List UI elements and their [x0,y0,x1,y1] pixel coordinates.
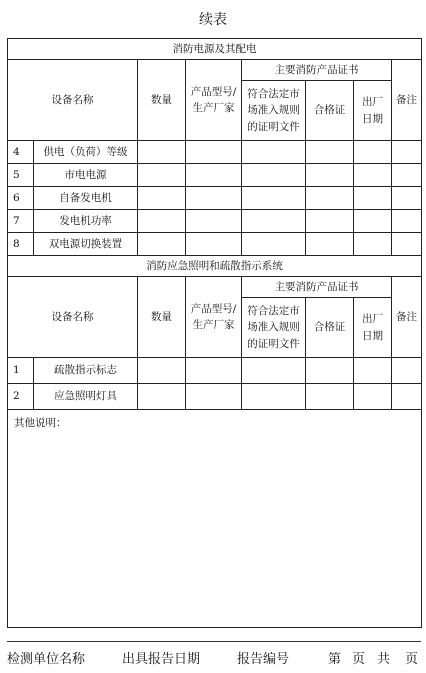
header-model-line1: 产品型号/ [190,85,237,98]
cell-factory-date[interactable] [354,187,392,210]
row-number: 7 [8,210,34,233]
header-equipment-name: 设备名称 [8,60,138,141]
table-row [8,384,422,410]
row-number: 2 [8,384,34,410]
header-remarks: 备注 [392,60,422,141]
cell-cert-legal[interactable] [242,358,306,384]
footer-report-date: 出具报告日期 [122,652,201,667]
table-row [8,187,422,210]
header-cert-legal-line2: 场准入规则 [247,104,300,117]
table-row [8,141,422,164]
cell-cert-legal[interactable] [242,187,306,210]
header-model-line2: 生产厂家 [192,102,235,114]
cell-quantity[interactable] [138,164,186,187]
cell-remarks[interactable] [392,164,422,187]
cell-factory-date[interactable] [354,384,392,410]
header-quantity: 数量 [138,277,186,358]
header-factory-line1: 出厂 [362,313,383,326]
row-equipment-name: 供电（负荷）等级 [34,141,138,164]
header-cert-legal [242,298,306,358]
header-cert-legal [242,81,306,141]
header-cert-qualified: 合格证 [306,298,354,358]
cell-factory-date[interactable] [354,210,392,233]
row-equipment-name: 发电机功率 [34,210,138,233]
header-factory-line2: 日期 [362,329,383,342]
cell-qualified[interactable] [306,141,354,164]
page-title: 续表 [199,12,227,28]
footer-divider [7,641,421,642]
cell-model[interactable] [186,210,242,233]
header-model-line2: 生产厂家 [192,319,235,331]
cell-remarks[interactable] [392,384,422,410]
table-row [8,164,422,187]
footer-unit-name: 检测单位名称 [7,652,86,667]
header-cert-legal-line3: 的证明文件 [247,337,300,350]
header-cert-legal-line1: 符合法定市 [247,305,300,318]
notes-area[interactable] [8,410,422,628]
section-title-emergency-lighting: 消防应急照明和疏散指示系统 [8,256,422,277]
cell-model[interactable] [186,233,242,256]
header-cert-factory-date [354,298,392,358]
cell-qualified[interactable] [306,233,354,256]
table-row [8,233,422,256]
cell-model[interactable] [186,384,242,410]
cell-remarks[interactable] [392,358,422,384]
row-number: 1 [8,358,34,384]
header-cert-qualified: 合格证 [306,81,354,141]
cell-cert-legal[interactable] [242,384,306,410]
cell-factory-date[interactable] [354,358,392,384]
row-number: 4 [8,141,34,164]
cell-remarks[interactable] [392,210,422,233]
cell-cert-legal[interactable] [242,141,306,164]
header-cert-legal-line3: 的证明文件 [247,120,300,133]
cell-factory-date[interactable] [354,233,392,256]
section-title-power: 消防电源及其配电 [8,39,422,60]
cell-remarks[interactable] [392,233,422,256]
header-cert-group: 主要消防产品证书 [242,277,392,298]
cell-factory-date[interactable] [354,141,392,164]
cell-quantity[interactable] [138,187,186,210]
header-cert-factory-date [354,81,392,141]
cell-factory-date[interactable] [354,164,392,187]
header-remarks: 备注 [392,277,422,358]
table-row [8,210,422,233]
cell-qualified[interactable] [306,358,354,384]
cell-quantity[interactable] [138,358,186,384]
header-cert-group: 主要消防产品证书 [242,60,392,81]
header-model-line1: 产品型号/ [190,302,237,315]
cell-quantity[interactable] [138,210,186,233]
header-factory-line2: 日期 [362,112,383,125]
row-equipment-name: 疏散指示标志 [34,358,138,384]
row-equipment-name: 市电电源 [34,164,138,187]
notes-label: 其他说明： [14,417,67,429]
row-equipment-name: 自备发电机 [34,187,138,210]
header-factory-line1: 出厂 [362,96,383,109]
cell-cert-legal[interactable] [242,233,306,256]
cell-cert-legal[interactable] [242,210,306,233]
footer-page-mid: 页 [352,652,366,667]
cell-model[interactable] [186,187,242,210]
cell-model[interactable] [186,164,242,187]
cell-quantity[interactable] [138,233,186,256]
cell-cert-legal[interactable] [242,164,306,187]
footer [7,648,421,666]
cell-remarks[interactable] [392,187,422,210]
header-quantity: 数量 [138,60,186,141]
cell-model[interactable] [186,358,242,384]
cell-qualified[interactable] [306,164,354,187]
row-number: 6 [8,187,34,210]
row-equipment-name: 应急照明灯具 [34,384,138,410]
cell-qualified[interactable] [306,210,354,233]
header-equipment-name: 设备名称 [8,277,138,358]
cell-model[interactable] [186,141,242,164]
cell-quantity[interactable] [138,384,186,410]
cell-remarks[interactable] [392,141,422,164]
footer-page-suffix: 页 [405,652,419,667]
cell-qualified[interactable] [306,187,354,210]
header-cert-legal-line2: 场准入规则 [247,321,300,334]
cell-quantity[interactable] [138,141,186,164]
inspection-table [7,38,422,628]
cell-qualified[interactable] [306,384,354,410]
row-equipment-name: 双电源切换装置 [34,233,138,256]
footer-report-number: 报告编号 [237,652,290,667]
footer-page-prefix: 第 [328,652,342,667]
row-number: 5 [8,164,34,187]
header-model-manufacturer [186,60,242,141]
header-model-manufacturer [186,277,242,358]
row-number: 8 [8,233,34,256]
table-row [8,358,422,384]
footer-page-total: 共 [377,652,391,667]
header-cert-legal-line1: 符合法定市 [247,88,300,101]
